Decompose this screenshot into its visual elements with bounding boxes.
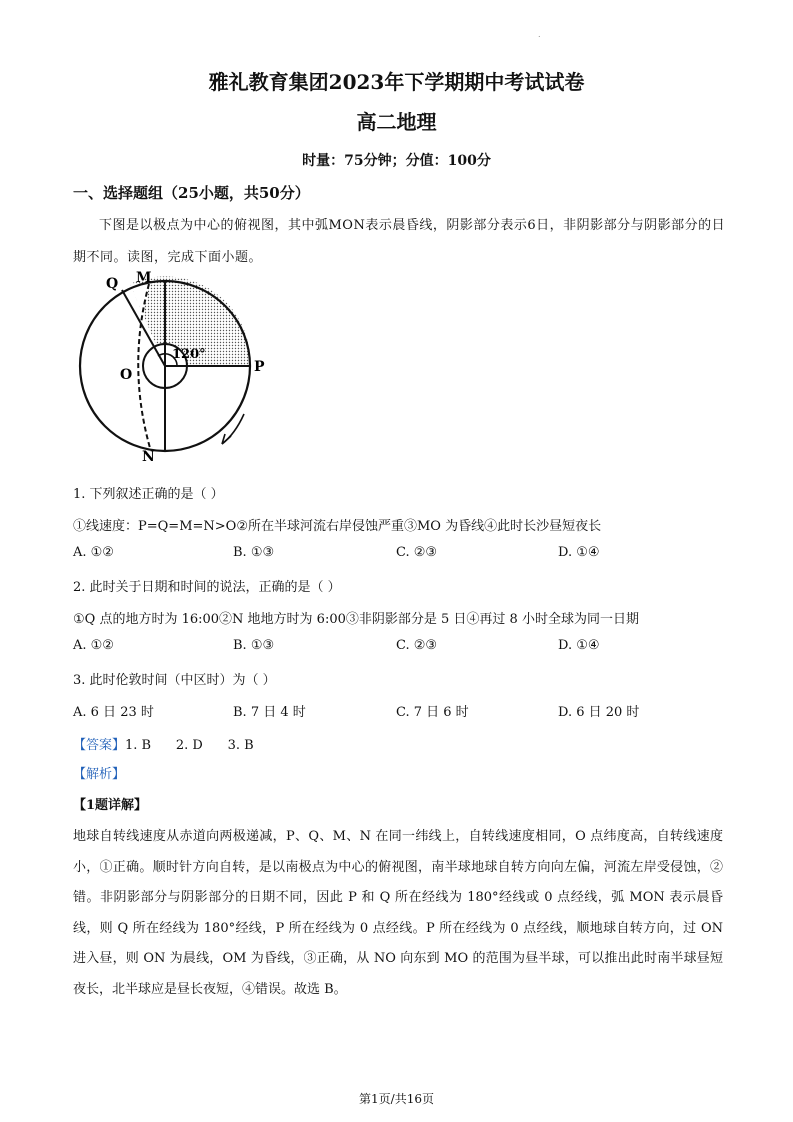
q3-option-b[interactable]: B. 7 日 4 时 (233, 705, 306, 720)
question-2-statement: ①Q 点的地方时为 16:00②N 地地方时为 6:00③非阴影部分是 5 日④再过 8 小时全球为同一日期 (73, 612, 639, 627)
polar-view-diagram (72, 266, 282, 466)
exam-title: 雅礼教育集团2023年下学期期中考试试卷 (208, 70, 585, 94)
label-angle: 120° (172, 347, 206, 362)
question-1-statement: ①线速度：P=Q=M=N>O②所在半球河流右岸侵蚀严重③MO 为昏线④此时长沙昼短夜长 (73, 519, 602, 534)
label-q: Q (106, 276, 119, 292)
analysis-tag: 【解析】 (73, 767, 126, 782)
label-o: O (120, 367, 133, 383)
question-2-stem: 2. 此时关于日期和时间的说法，正确的是（ ） (73, 580, 341, 595)
q3-option-c[interactable]: C. 7 日 6 时 (396, 705, 469, 720)
q2-option-d[interactable]: D. ①④ (558, 638, 600, 653)
label-n: N (142, 449, 155, 465)
q1-option-a[interactable]: A. ①② (73, 545, 114, 560)
answer-text: 1. B 2. D 3. B (125, 738, 254, 753)
page-footer: 第1页/共16页 (359, 1092, 434, 1106)
question-3-stem: 3. 此时伦敦时间（中区时）为（ ） (73, 673, 276, 688)
q3-option-d[interactable]: D. 6 日 20 时 (558, 705, 640, 720)
section-heading: 一、选择题组（25小题，共50分） (73, 184, 310, 202)
subject-title: 高二地理 (356, 110, 437, 134)
q3-option-a[interactable]: A. 6 日 23 时 (73, 705, 154, 720)
detail-tag: 【1题详解】 (73, 798, 148, 813)
answer-tag: 【答案】 (73, 738, 126, 753)
label-p: P (254, 359, 265, 375)
scan-dot: . (538, 30, 541, 39)
q2-option-a[interactable]: A. ①② (73, 638, 114, 653)
q2-option-b[interactable]: B. ①③ (233, 638, 275, 653)
q1-option-d[interactable]: D. ①④ (558, 545, 600, 560)
label-m: M (136, 270, 152, 286)
q1-option-c[interactable]: C. ②③ (396, 545, 438, 560)
intro-paragraph: 下图是以极点为中心的俯视图，其中弧MON表示晨昏线，阴影部分表示6日，非阴影部分与阴影部分的日期不同。读图，完成下面小题。 (73, 218, 726, 265)
explanation-paragraph: 地球自转线速度从赤道向两极递减，P、Q、M、N 在同一纬线上，自转线速度相同，O 点纬度高，自转线速度小，①正确。顺时针方向自转，是以南极点为中心的俯视图，南半球地球自转方向向左偏，河流左岸受侵蚀，②错。非阴影部分与阴影部分的日期不同，因此 P 和 Q 所在经线为 180°经线或 0 点经线，弧 MON 表示晨昏线，则 Q 所在经线为 180°经线，P 所在经线为 0 点经线。P 所在经线为 0 点经线，顺地球自转方向，过 ON 进入昼，则 ON 为晨线，OM 为昏线，③正确，从 NO 向东到 MO 的范围为昼半球，可以推出此时南半球昼短夜长，北半球应是昼长夜短，④错误。故选 B。 (73, 829, 723, 997)
q2-option-c[interactable]: C. ②③ (396, 638, 438, 653)
time-score: 时量：75分钟；分值：100分 (302, 153, 491, 169)
q1-option-b[interactable]: B. ①③ (233, 545, 275, 560)
answer-line (73, 734, 254, 753)
question-1-stem: 1. 下列叙述正确的是（ ） (73, 487, 224, 502)
